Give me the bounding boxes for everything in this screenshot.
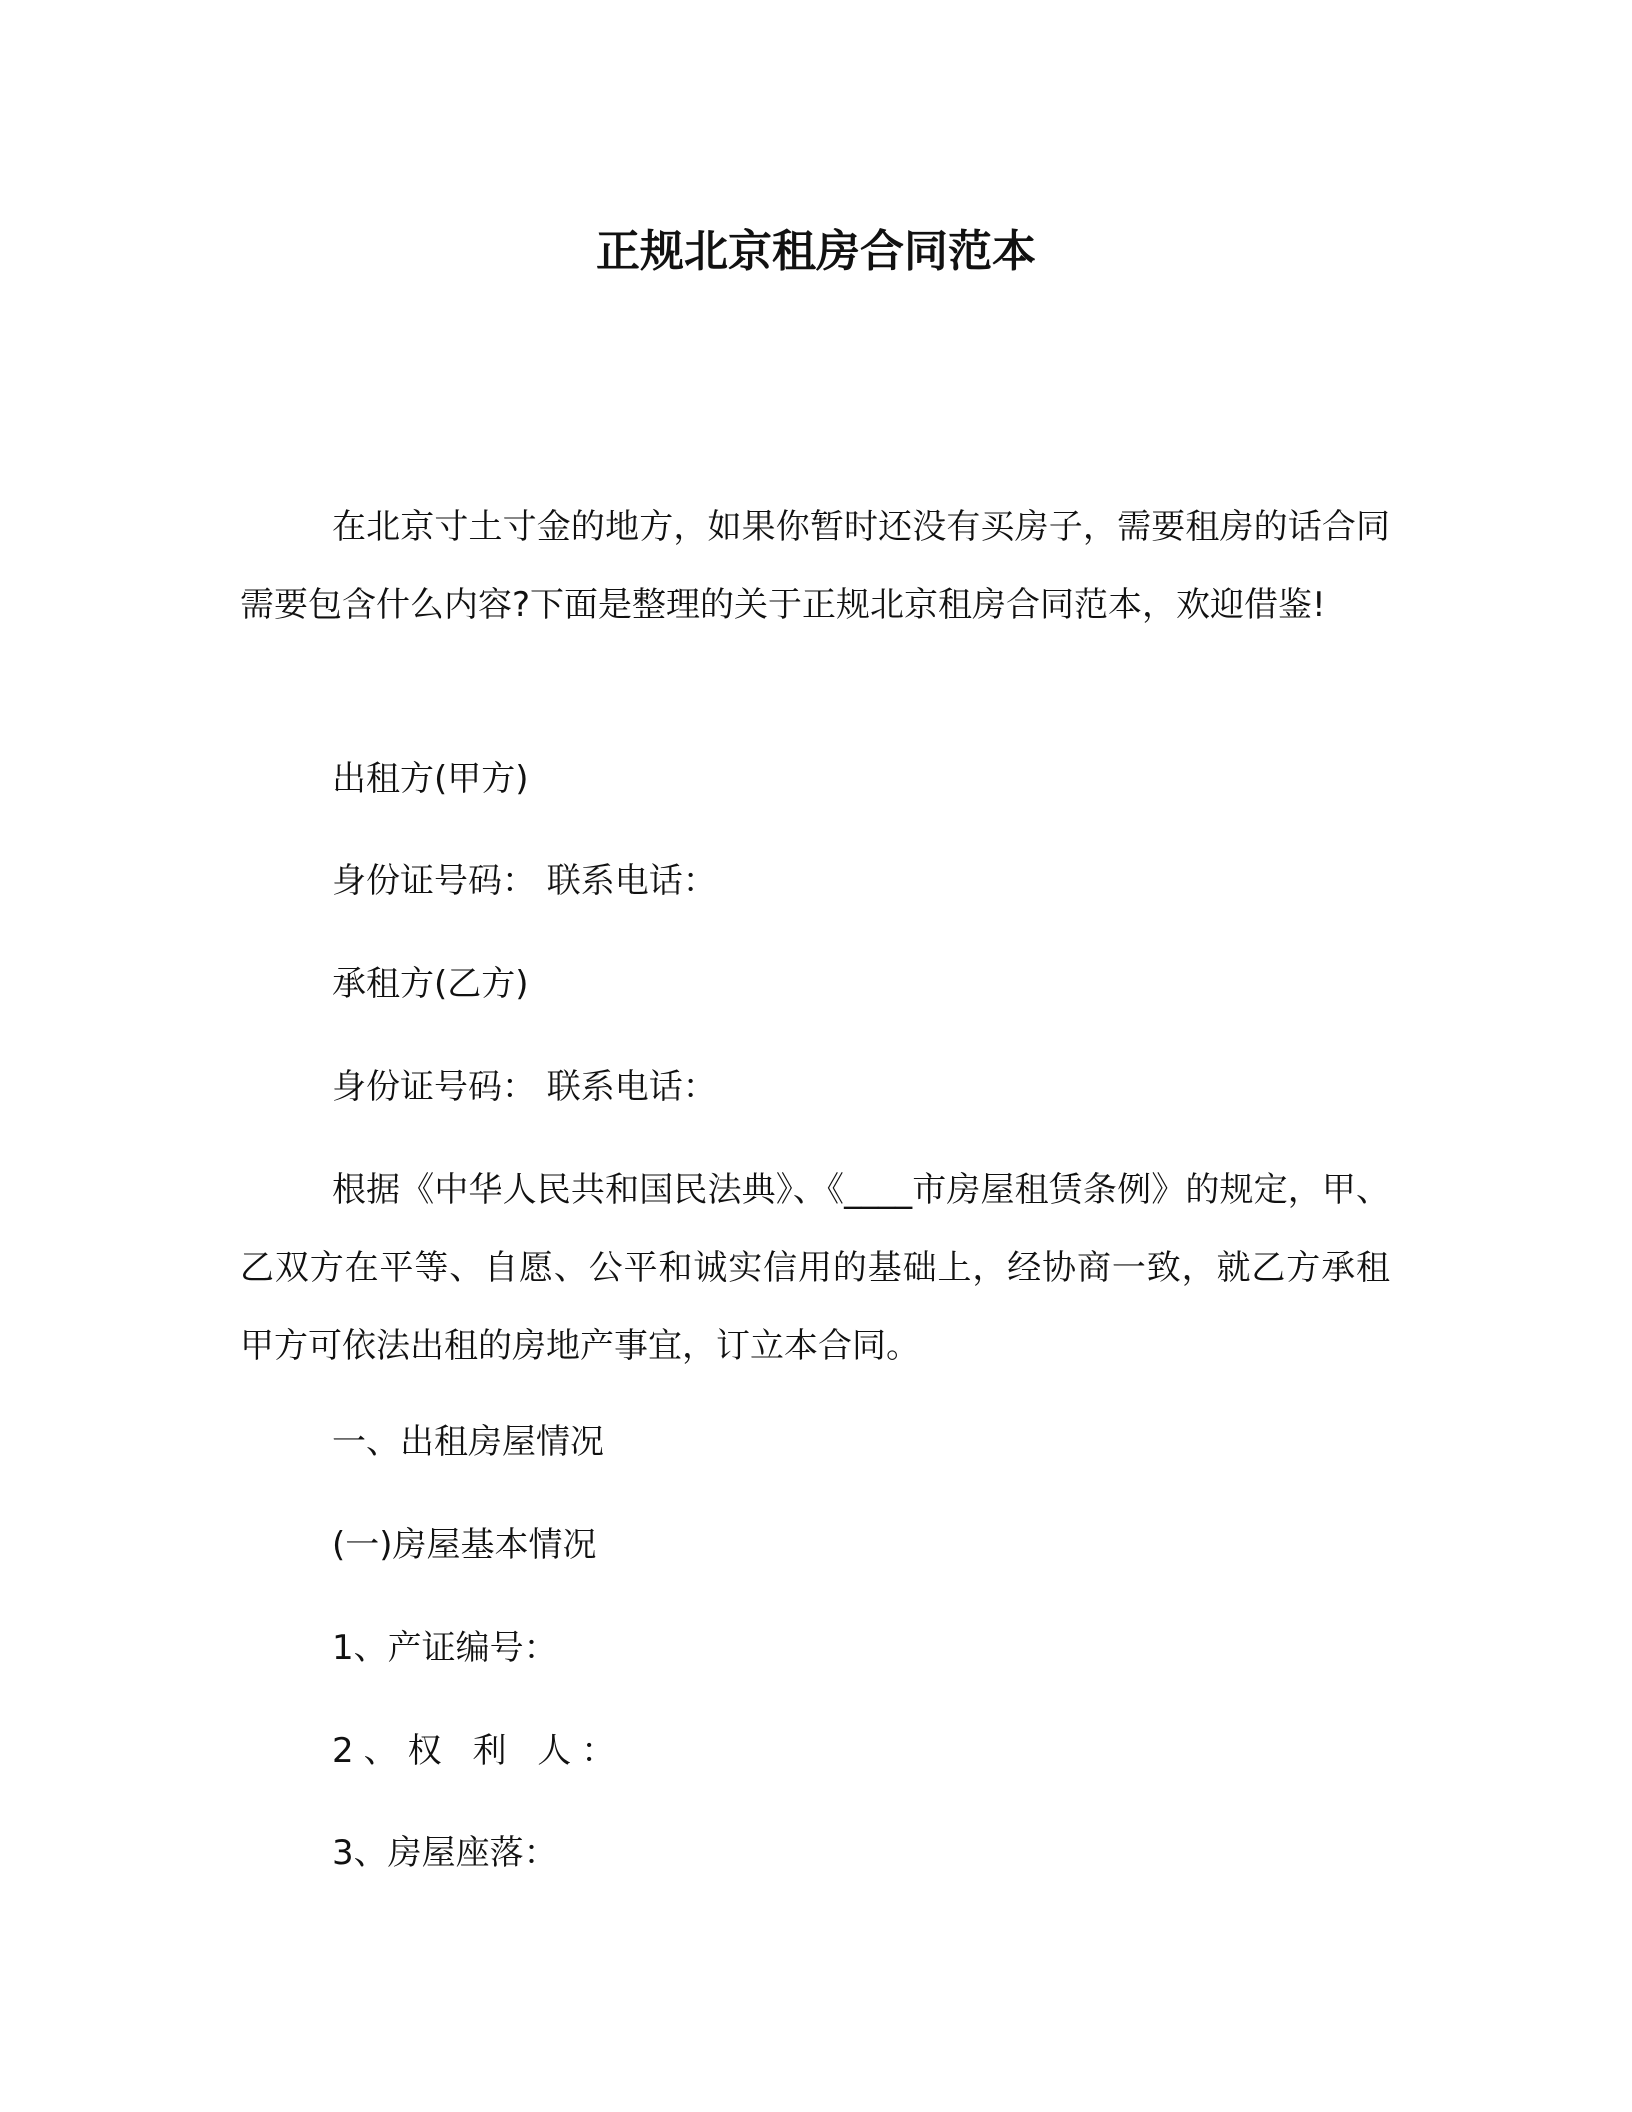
section-heading-rental-property: 一、出租房屋情况 <box>332 1422 604 1462</box>
lessee-contact-line: 身份证号码： 联系电话： <box>332 1067 717 1107</box>
item-property-location: 3、房屋座落： <box>332 1833 558 1873</box>
intro-paragraph: 在北京寸土寸金的地方，如果你暂时还没有买房子，需要租房的话合同需要包含什么内容?下面是整理的关于正规北京租房合同范本，欢迎借鉴! <box>240 507 1390 625</box>
item-rights-holder: 2、权 利 人： <box>332 1731 626 1771</box>
lessee-heading: 承租方(乙方) <box>332 964 529 1004</box>
legal-basis-paragraph: 根据《中华人民共和国民法典》、《____市房屋租赁条例》的规定，甲、乙双方在平等、自愿、公平和诚实信用的基础上，经协商一致，就乙方承租甲方可依法出租的房地产事宜，订立本合同。 <box>240 1170 1390 1366</box>
document-title: 正规北京租房合同范本 <box>596 226 1036 277</box>
subsection-heading-basic-info: (一)房屋基本情况 <box>332 1525 597 1565</box>
lessor-contact-line: 身份证号码： 联系电话： <box>332 861 717 901</box>
item-certificate-number: 1、产证编号： <box>332 1628 558 1668</box>
lessor-heading: 出租方(甲方) <box>332 759 529 799</box>
